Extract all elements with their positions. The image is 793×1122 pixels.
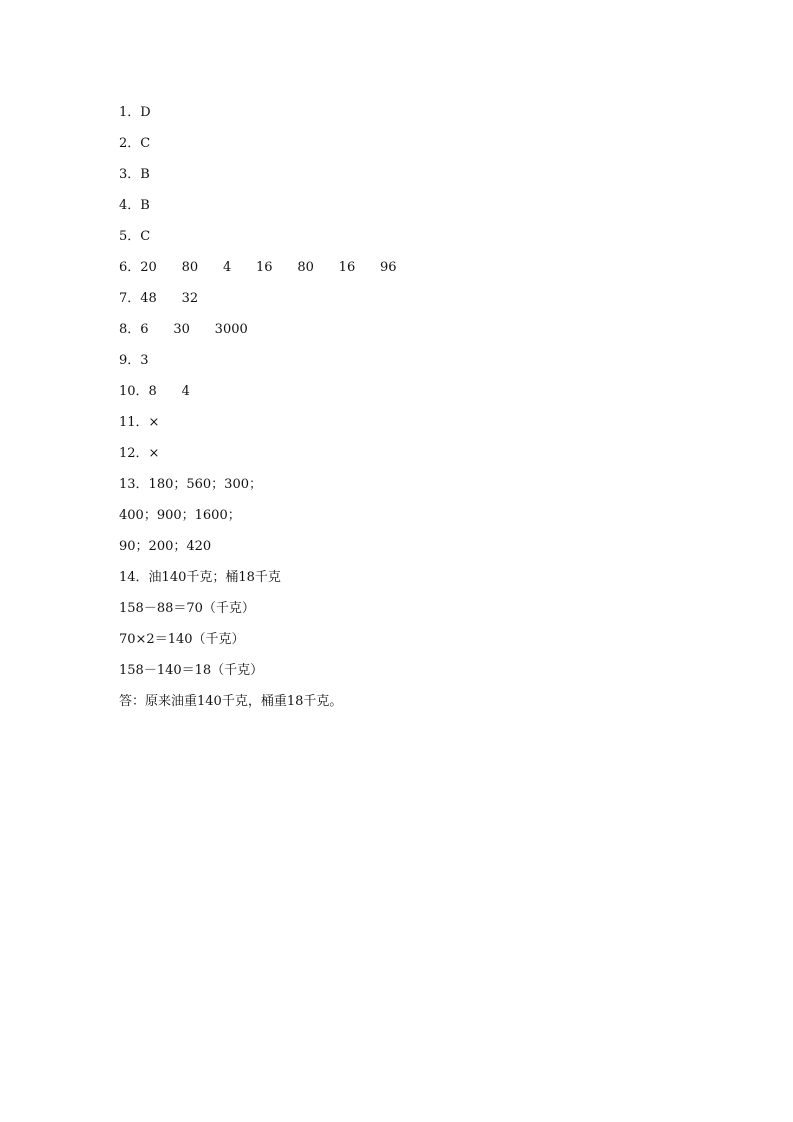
final-answer: 答：原来油重140千克，桶重18千克。 [119,694,343,709]
answer-line-5: 5．C [119,229,151,244]
answer-line-13-cont-1: 400；900；1600； [119,508,241,523]
answer-line-1: 1．D [119,105,151,120]
answer-line-11: 11．× [119,415,160,430]
answer-line-6: 6．20 80 4 16 80 16 96 [119,260,397,275]
answer-line-3: 3．B [119,167,150,182]
answer-line-7: 7．48 32 [119,291,199,306]
answer-line-10: 10．8 4 [119,384,190,399]
answer-line-14: 14．油140千克；桶18千克 [119,570,281,585]
answer-line-13-cont-2: 90；200；420 [119,539,212,554]
calc-step-1: 158－88＝70（千克） [119,601,255,616]
answer-line-12: 12．× [119,446,160,461]
calc-step-2: 70×2＝140（千克） [119,632,245,647]
answer-list [119,103,679,723]
calc-step-3: 158－140＝18（千克） [119,663,264,678]
answer-line-8: 8．6 30 3000 [119,322,248,337]
answer-line-2: 2．C [119,136,151,151]
answer-line-13: 13．180；560；300； [119,477,262,492]
answer-line-9: 9．3 [119,353,149,368]
answer-line-4: 4．B [119,198,150,213]
